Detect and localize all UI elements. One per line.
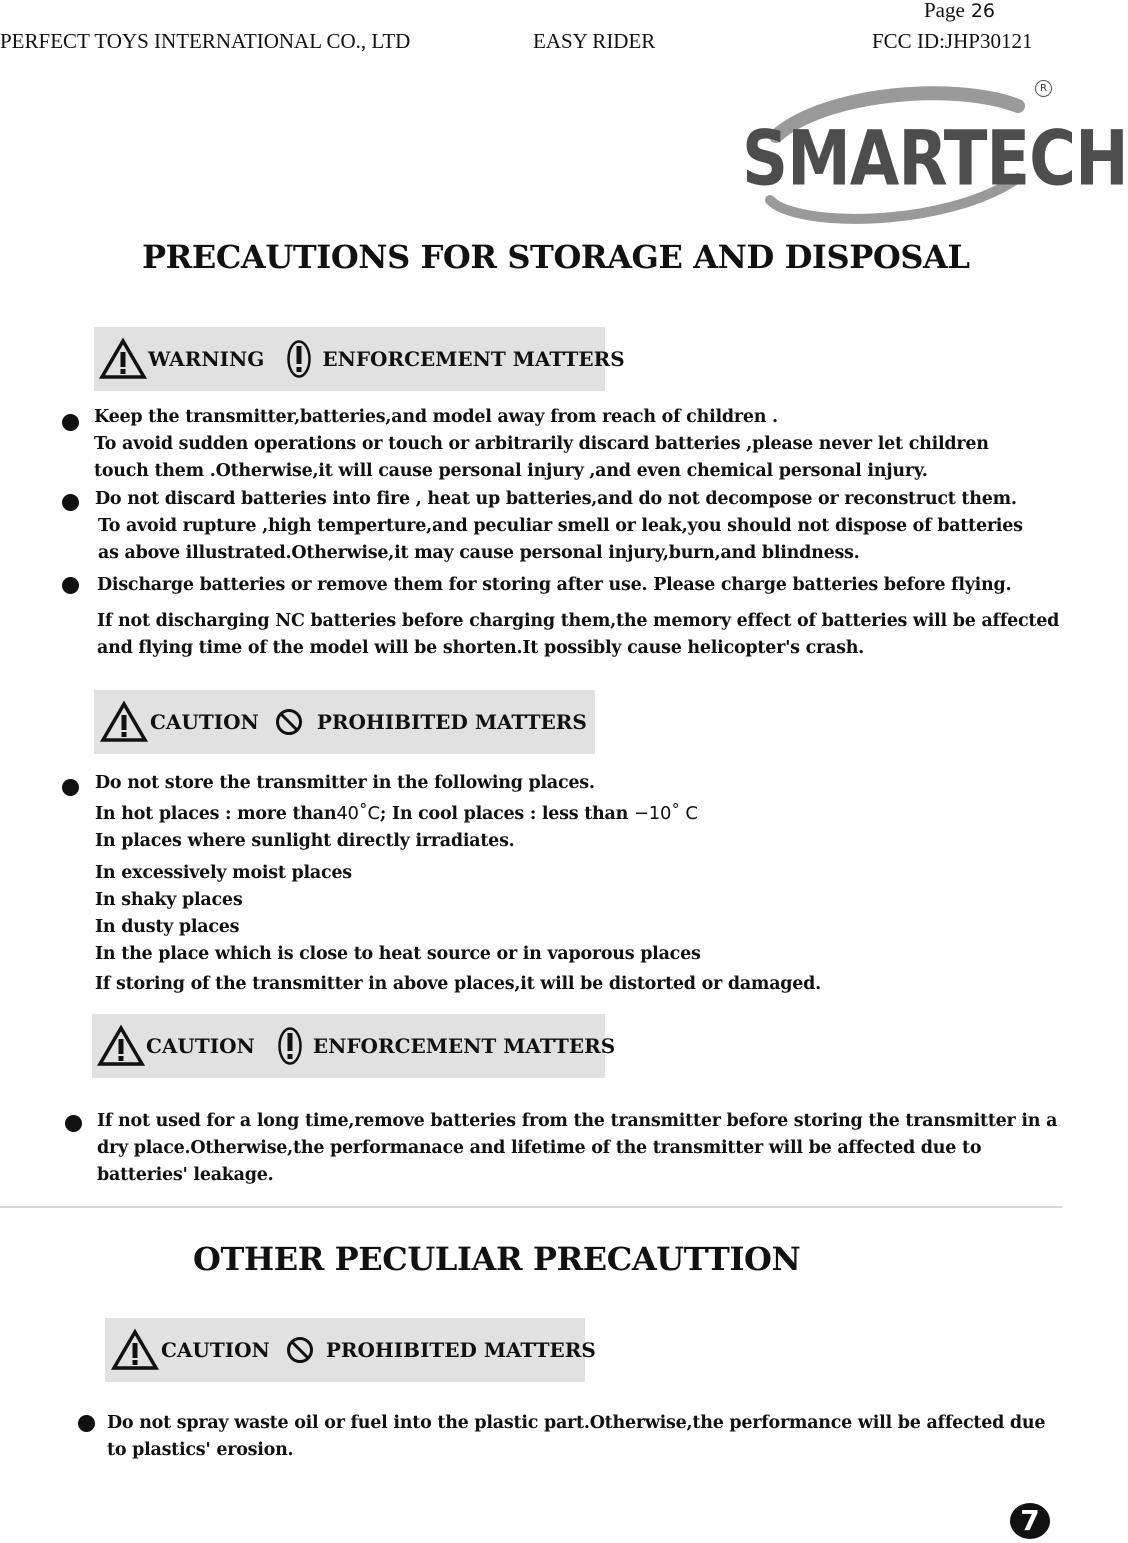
bullet-icon [78,1415,95,1432]
cool-places-text: ; In cool places : less than [379,804,629,824]
page-label: Page [924,0,965,22]
section-divider [0,1206,1062,1208]
registered-mark: R [1035,80,1052,97]
page-badge: 7 [1010,1503,1050,1539]
prohibited-label: PROHIBITED MATTERS [316,710,587,734]
temperature-line [95,800,821,828]
company-name: PERFECT TOYS INTERNATIONAL CO., LTD [0,29,411,53]
hot-places-text: In hot places : more than [95,804,337,824]
item-line: Discharge batteries or remove them for storing after use. Please charge batteries before flying. [97,575,1012,595]
enforcement-label: ENFORCEMENT MATTERS [312,1034,616,1058]
enforcement-label: ENFORCEMENT MATTERS [322,347,625,371]
item-line: Do not spray waste oil or fuel into the plastic part.Otherwise,the performance will be affected due [107,1413,1046,1433]
list-item [97,572,1059,662]
item-line: as above illustrated.Otherwise,it may cause personal injury,burn,and blindness. [98,543,860,563]
warning-triangle-icon [100,338,146,380]
section-title-storage-disposal: PRECAUTIONS FOR STORAGE AND DISPOSAL [142,238,970,276]
product-name: EASY RIDER [533,29,656,53]
hot-temp-value: 40˚C [336,803,380,824]
item-line: dry place.Otherwise,the performanace and lifetime of the transmitter will be affected due to [97,1138,982,1158]
caution-label: CAUTION [150,710,259,734]
caution-triangle-icon [111,1329,159,1371]
prohibited-icon [286,1336,314,1364]
item-line: Keep the transmitter,batteries,and model away from reach of children . [94,407,778,427]
prohibited-label: PROHIBITED MATTERS [325,1338,596,1362]
bullet-icon [62,414,79,431]
section-title-other-precaution: OTHER PECULIAR PRECAUTTION [193,1240,801,1278]
item-line: To avoid sudden operations or touch or arbitrarily discard batteries ,please never let children [94,434,989,454]
item-line: If storing of the transmitter in above places,it will be distorted or damaged. [95,974,821,994]
item-line: Do not discard batteries into fire , heat up batteries,and do not decompose or reconstruct them. [95,489,1017,509]
bullet-icon [62,494,79,511]
warning-label: WARNING [148,347,265,371]
list-item [107,1410,1045,1464]
caution-triangle-icon [100,701,148,743]
smartech-logo [736,78,1128,228]
item-line: In shaky places [95,890,243,910]
enforcement-icon [286,339,312,379]
item-line: If not discharging NC batteries before charging them,the memory effect of batteries will be affected [97,611,1060,631]
caution-enforcement-label-box [92,1014,616,1078]
list-item [97,1108,1057,1189]
item-line: In dusty places [95,917,240,937]
item-line: Do not store the transmitter in the following places. [95,773,595,793]
caution-label: CAUTION [161,1338,270,1362]
item-line: In excessively moist places [95,863,352,883]
page-number-value: 26 [970,0,996,22]
page-number [924,0,995,23]
logo-wordmark: SMARTECH [742,116,1128,204]
warning-enforcement-label-box [94,327,625,391]
bullet-icon [62,779,79,796]
list-item [94,404,989,485]
list-item [95,486,1023,567]
prohibited-icon [275,708,303,736]
item-line: To avoid rupture ,high temperture,and peculiar smell or leak,you should not dispose of batteries [98,516,1023,536]
caution-triangle-icon [98,1025,144,1067]
item-line: In the place which is close to heat source or in vaporous places [95,944,701,964]
caution-prohibited-label-box [94,690,595,754]
item-line: batteries' leakage. [97,1165,274,1185]
enforcement-icon [277,1026,303,1066]
item-line: In places where sunlight directly irradiates. [95,831,515,851]
item-line: touch them .Otherwise,it will cause personal injury ,and even chemical personal injury. [94,461,928,481]
item-line: to plastics' erosion. [107,1440,294,1460]
bullet-icon [62,577,79,594]
fcc-id: FCC ID:JHP30121 [872,29,1033,53]
caution-label: CAUTION [146,1034,255,1058]
bullet-icon [65,1115,82,1132]
caution-prohibited-label-box-2 [105,1318,596,1382]
cool-temp-value: −10˚ C [633,803,698,824]
item-line: If not used for a long time,remove batteries from the transmitter before storing the transmitter in a [97,1111,1058,1131]
item-line: and flying time of the model will be shorten.It possibly cause helicopter's crash. [97,638,865,658]
storage-places-list [95,770,821,998]
